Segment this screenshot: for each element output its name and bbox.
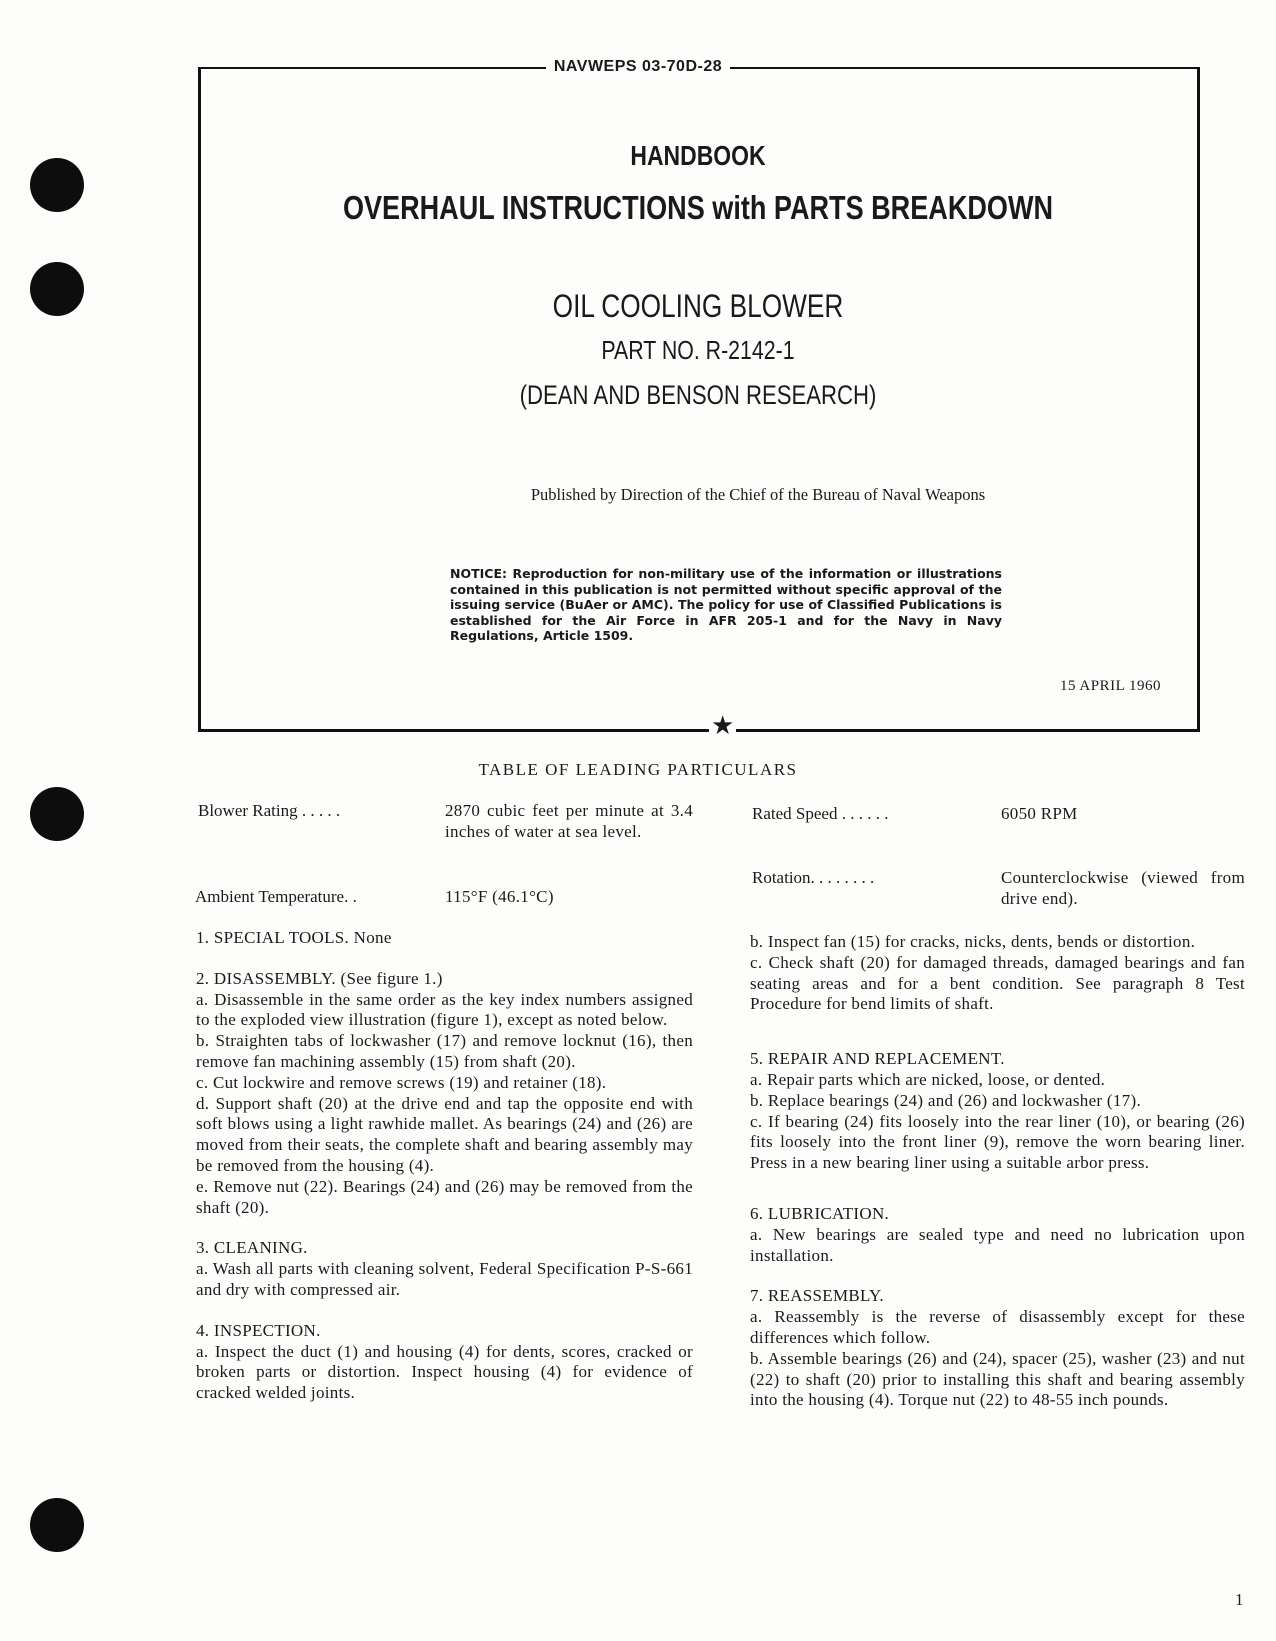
paragraph: b. Straighten tabs of lockwasher (17) and remove locknut (16), then remove fan machining assembly (15) from shaft (20).	[196, 1031, 693, 1071]
binder-hole	[30, 1498, 84, 1552]
paragraph: e. Remove nut (22). Bearings (24) and (26) may be removed from the shaft (20).	[196, 1176, 693, 1217]
paragraph: c. Check shaft (20) for damaged threads, damaged bearings and fan seating areas and for a bent condition. See paragraph 8 Test Procedure for bend limits of shaft.	[750, 952, 1245, 1014]
document-title: OVERHAUL INSTRUCTIONS with PARTS BREAKDOWN	[342, 189, 1054, 226]
manufacturer: (DEAN AND BENSON RESEARCH)	[519, 380, 877, 410]
paragraph: a. Repair parts which are nicked, loose, or dented.	[750, 1069, 1106, 1089]
section-heading: 7. REASSEMBLY.	[750, 1286, 884, 1306]
section-heading: 5. REPAIR AND REPLACEMENT.	[750, 1049, 1005, 1069]
section-reassembly	[750, 1286, 1245, 1411]
particular-label: Ambient Temperature. .	[195, 887, 357, 906]
section-disassembly	[196, 969, 693, 1219]
section-heading: 3. CLEANING.	[196, 1238, 308, 1258]
published-by: Published by Direction of the Chief of the Bureau of Naval Weapons	[530, 485, 986, 504]
section-lubrication	[750, 1204, 1245, 1266]
particular-value: 115°F (46.1°C)	[445, 887, 554, 906]
document-number-text: NAVWEPS 03-70D-28	[546, 58, 730, 75]
section-heading: 1. SPECIAL TOOLS. None	[196, 928, 392, 947]
particular-value: Counterclockwise (viewed from drive end).	[1001, 868, 1245, 908]
publication-date: 15 APRIL 1960	[1060, 678, 1161, 694]
binder-hole	[30, 262, 84, 316]
paragraph: c. If bearing (24) fits loosely into the rear liner (10), or bearing (26) fits loosely into the front liner (9), remove the worn bearing liner. Press in a new bearing liner using a suitable arbor press.	[750, 1111, 1245, 1173]
section-heading: 4. INSPECTION.	[196, 1320, 321, 1340]
left-column	[196, 928, 693, 1424]
paragraph: a. New bearings are sealed type and need no lubrication upon installation.	[750, 1224, 1245, 1265]
paragraph: b. Assemble bearings (26) and (24), spacer (25), washer (23) and nut (22) to shaft (20) prior to installing this shaft and bearing assembly into the housing (4). Torque nut (22) to 48-55 inch pounds.	[750, 1348, 1245, 1410]
paragraph: d. Support shaft (20) at the drive end and tap the opposite end with soft blows using a light rawhide mallet. As bearings (24) and (26) are moved from their seats, the complete shaft and bearing assembly may be removed from the housing (4).	[196, 1093, 693, 1175]
particular-label: Rated Speed . . . . . .	[752, 804, 889, 823]
star-icon: ★	[711, 711, 735, 740]
section-heading: 6. LUBRICATION.	[750, 1203, 890, 1223]
paragraph: a. Reassembly is the reverse of disassembly except for these differences which follow.	[750, 1307, 1245, 1347]
particular-value: 6050 RPM	[1001, 804, 1078, 823]
binder-hole	[30, 787, 84, 841]
section-inspection	[196, 1321, 693, 1404]
page-number: 1	[1235, 1590, 1244, 1609]
section-cleaning	[196, 1238, 693, 1300]
paragraph: a. Wash all parts with cleaning solvent, Federal Specification P-S-661 and dry with compressed air.	[196, 1259, 693, 1299]
particular-value: 2870 cubic feet per minute at 3.4 inches of water at sea level.	[445, 801, 693, 841]
particular-label: Blower Rating . . . . .	[198, 801, 341, 820]
section-heading: 2. DISASSEMBLY. (See figure 1.)	[196, 968, 443, 988]
notice: NOTICE: Reproduction for non-military use of the information or illustrations contained in this publication is not permitted without specific approval of the issuing service (BuAer or AMC). The policy for use of Classified Publications is established for the Air Force in AFR 205-1 and for the Navy in Navy Regulations, Article 1509.	[450, 566, 1002, 643]
paragraph: a. Disassemble in the same order as the key index numbers assigned to the exploded view illustration (figure 1), except as noted below.	[196, 989, 693, 1030]
particular-label: Rotation. . . . . . . .	[752, 868, 875, 887]
paragraph: c. Cut lockwire and remove screws (19) and retainer (18).	[196, 1072, 607, 1092]
subject-title: OIL COOLING BLOWER	[552, 288, 844, 324]
section-inspection-cont	[750, 932, 1245, 1015]
right-column	[750, 932, 1245, 1431]
section-special-tools	[196, 928, 693, 949]
part-number: PART NO. R-2142-1	[601, 335, 795, 365]
paragraph: b. Replace bearings (24) and (26) and lockwasher (17).	[750, 1090, 1142, 1110]
particulars-heading: TABLE OF LEADING PARTICULARS	[478, 760, 798, 779]
handbook-label: HANDBOOK	[630, 140, 766, 171]
paragraph: b. Inspect fan (15) for cracks, nicks, dents, bends or distortion.	[750, 932, 1196, 951]
binder-hole	[30, 158, 84, 212]
document-number	[0, 58, 1276, 76]
section-repair	[750, 1049, 1245, 1174]
paragraph: a. Inspect the duct (1) and housing (4) for dents, scores, cracked or broken parts or distortion. Inspect housing (4) for evidence of cracked welded joints.	[196, 1341, 693, 1403]
